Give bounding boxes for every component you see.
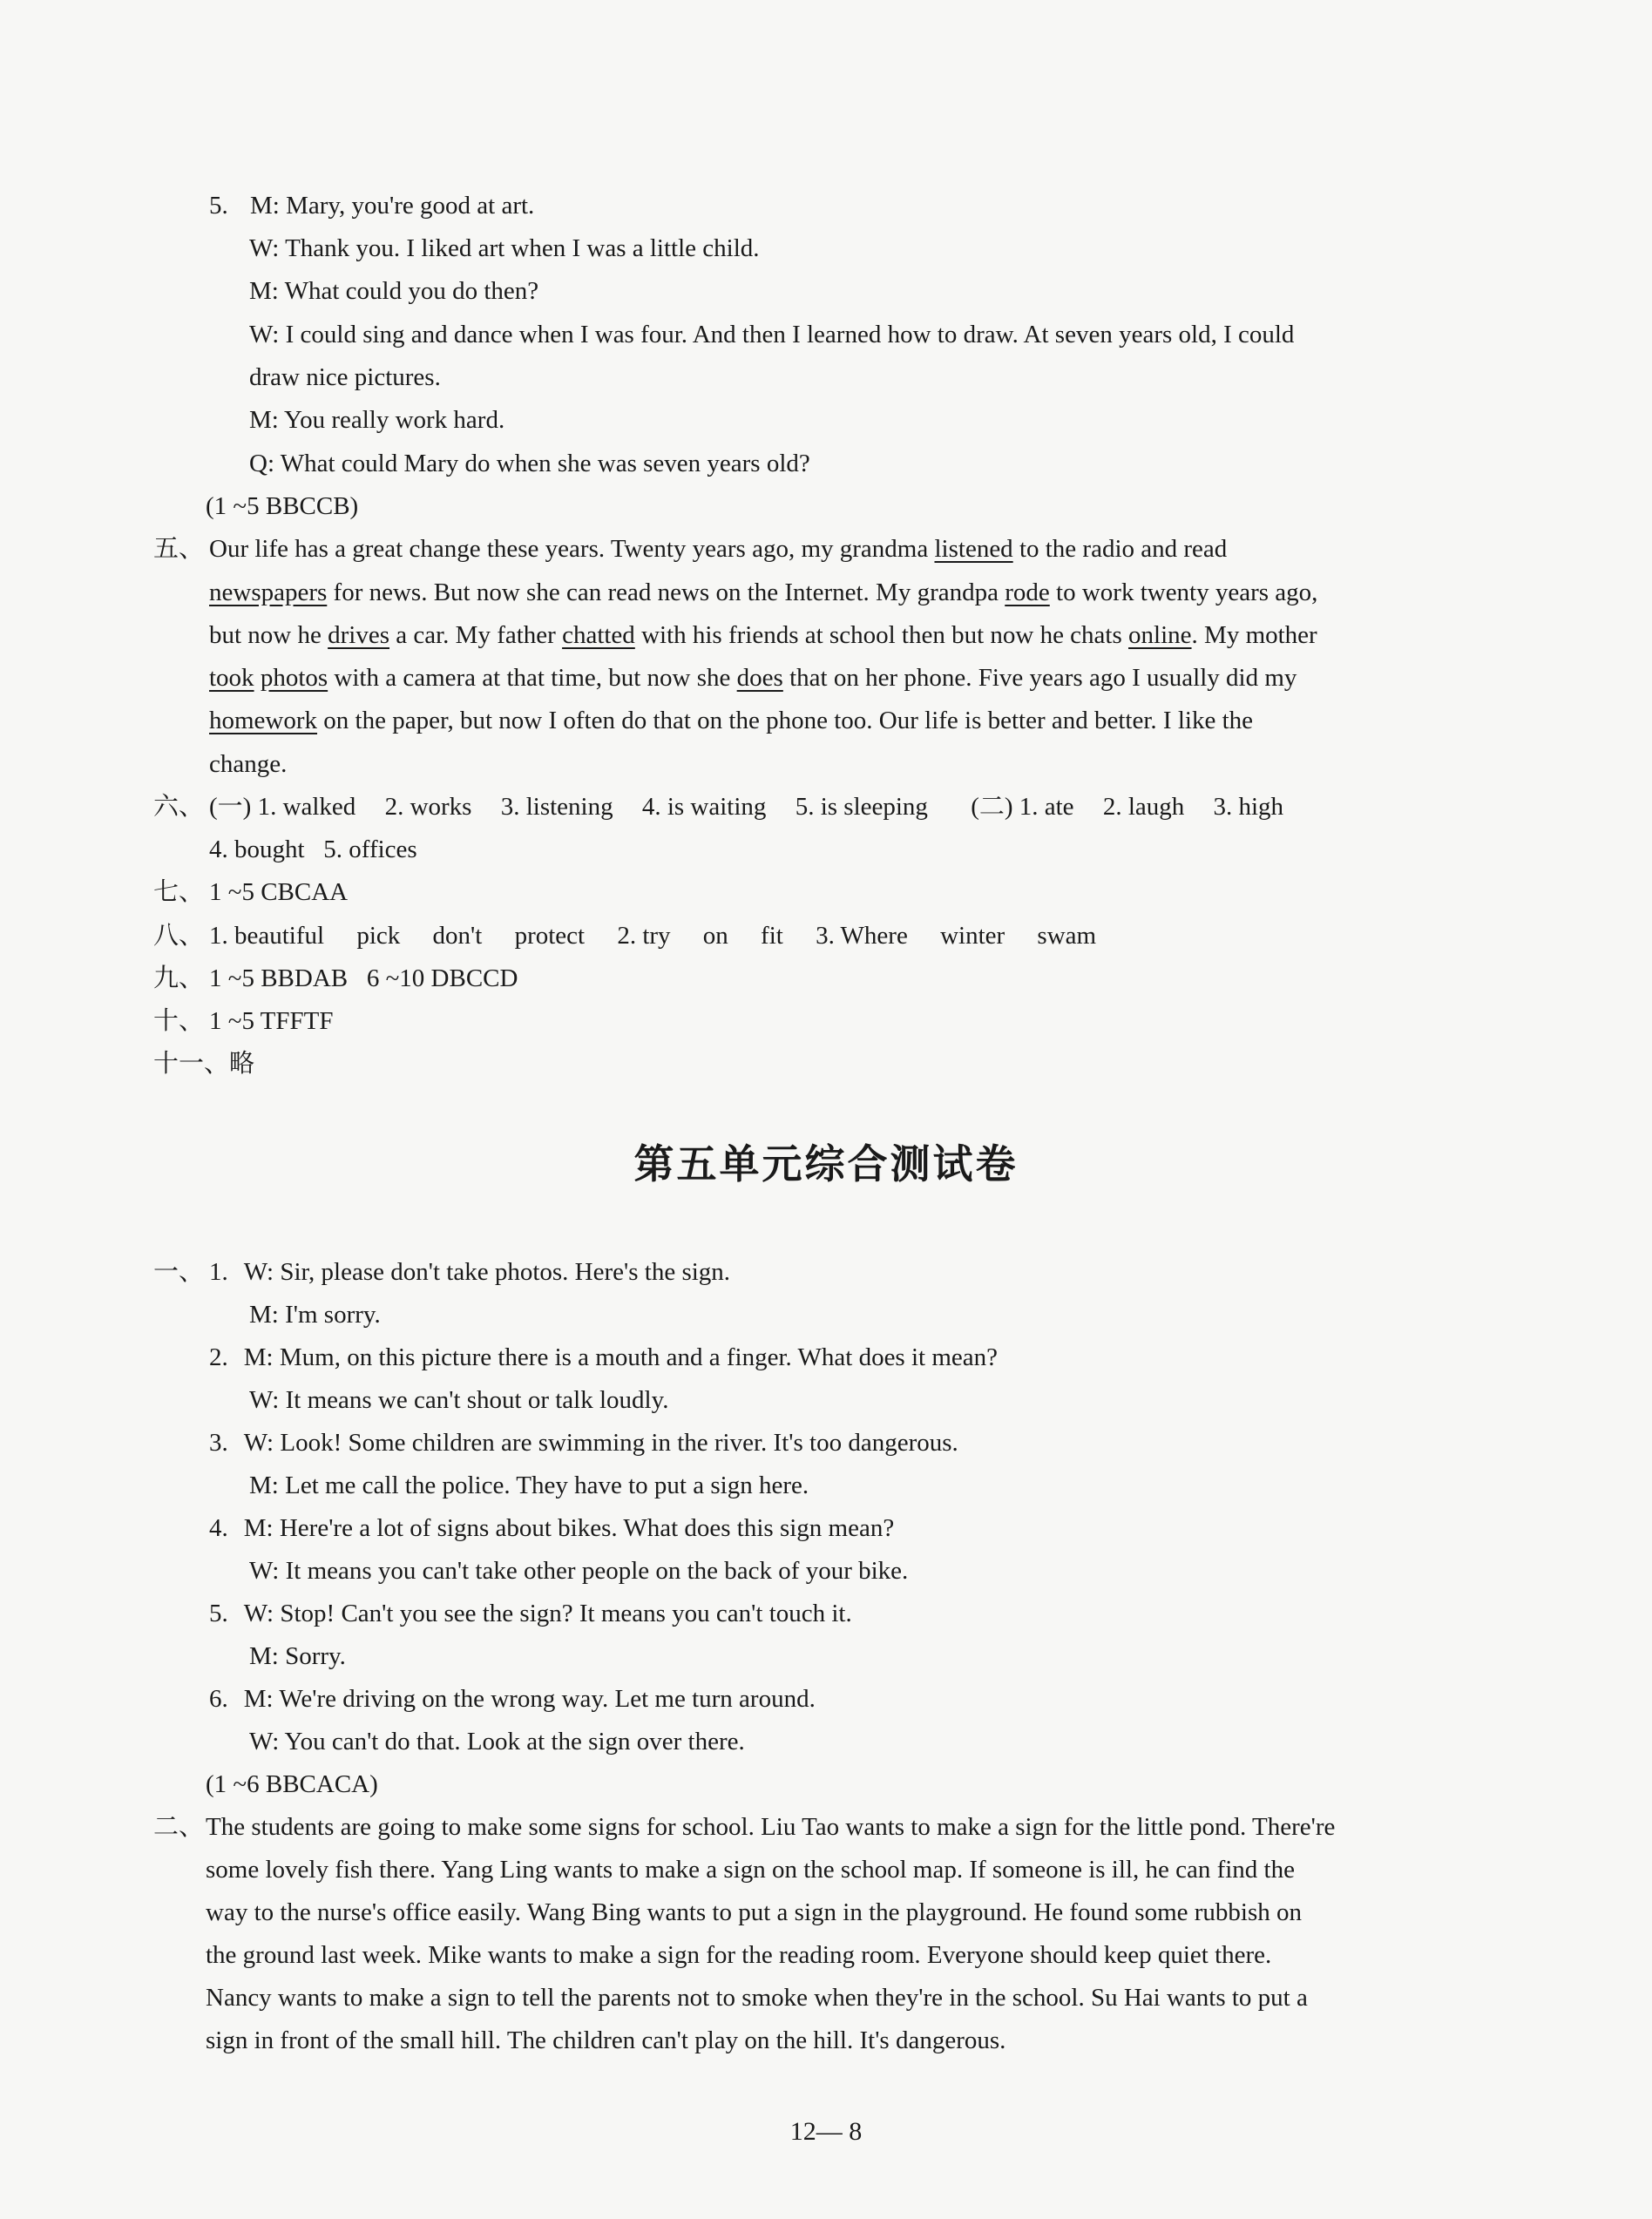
section-7-label: 七、	[153, 878, 205, 906]
dialogue-5-line-1: 5. M: Mary, you're good at art.	[209, 192, 535, 220]
unit-test-title: 第五单元综合测试卷	[633, 1140, 1019, 1187]
section-5-para-line-1: Our life has a great change these years. Twenty years ago, my grandma listened to the radio and read	[209, 535, 1228, 563]
part-2-line-6: sign in front of the small hill. The children can't play on the hill. It's dangerous.	[206, 2026, 1006, 2054]
section-10-answers: 1 ~5 TFFTF	[209, 1007, 334, 1035]
section-5-para-line-2: newspapers for news. But now she can read news on the Internet. My grandpa rode to work twenty years ago,	[209, 578, 1318, 606]
section-8-answers: 1. beautiful pick don't protect 2. try on fit 3. Where winter swam	[209, 922, 1097, 950]
part-1-dialogue-5-b: M: Sorry.	[249, 1642, 346, 1670]
part-1-dialogue-1-b: M: I'm sorry.	[249, 1301, 381, 1329]
dialogue-5-line-4b: draw nice pictures.	[249, 363, 441, 391]
section-4-answers: (1 ~5 BBCCB)	[206, 492, 359, 520]
section-5-para-line-4: took photos with a camera at that time, but now she does that on her phone. Five years ago I usually did my	[209, 664, 1297, 692]
section-6-label: 六、	[153, 793, 205, 821]
part-1-dialogue-4-b: W: It means you can't take other people on the back of your bike.	[249, 1557, 909, 1585]
dialogue-5-line-4: W: I could sing and dance when I was four. And then I learned how to draw. At seven years old, I could	[249, 321, 1295, 348]
part-1-dialogue-3-a: 3. W: Look! Some children are swimming in the river. It's too dangerous.	[209, 1429, 958, 1457]
dialogue-5-line-3: M: What could you do then?	[249, 277, 539, 305]
part-2-label: 二、	[153, 1813, 205, 1841]
section-5-para-line-6: change.	[209, 750, 288, 778]
section-5-label: 五、	[153, 535, 205, 563]
part-2-line-1: The students are going to make some signs for school. Liu Tao wants to make a sign for the little pond. There're	[206, 1813, 1336, 1841]
section-5-para-line-3: but now he drives a car. My father chatted with his friends at school then but now he chats online. My mother	[209, 621, 1317, 649]
part-2-line-2: some lovely fish there. Yang Ling wants to make a sign on the school map. If someone is ill, he can find the	[206, 1856, 1295, 1884]
section-10-label: 十、	[153, 1007, 205, 1035]
part-2-line-4: the ground last week. Mike wants to make a sign for the reading room. Everyone should keep quiet there.	[206, 1941, 1272, 1969]
part-2-line-3: way to the nurse's office easily. Wang Bing wants to put a sign in the playground. He found some rubbish on	[206, 1898, 1303, 1926]
part-1-dialogue-3-b: M: Let me call the police. They have to put a sign here.	[249, 1471, 809, 1499]
section-5-para-line-5: homework on the paper, but now I often do that on the phone too. Our life is better and better. I like the	[209, 707, 1253, 734]
part-1-dialogue-1-a: 1. W: Sir, please don't take photos. Here's the sign.	[209, 1258, 731, 1286]
section-9-answers: 1 ~5 BBDAB 6 ~10 DBCCD	[209, 964, 518, 992]
dialogue-5-line-6: Q: What could Mary do when she was seven years old?	[249, 450, 810, 477]
part-2-line-5: Nancy wants to make a sign to tell the parents not to smoke when they're in the school. Su Hai wants to put a	[206, 1984, 1308, 2012]
section-8-label: 八、	[153, 922, 205, 950]
section-6-line-2: 4. bought 5. offices	[209, 836, 417, 863]
dialogue-5-line-5: M: You really work hard.	[249, 406, 505, 434]
part-1-dialogue-2-a: 2. M: Mum, on this picture there is a mouth and a finger. What does it mean?	[209, 1343, 999, 1371]
part-1-answers: (1 ~6 BBCACA)	[206, 1770, 378, 1798]
dialogue-5-line-2: W: Thank you. I liked art when I was a little child.	[249, 234, 760, 262]
part-1-dialogue-4-a: 4. M: Here're a lot of signs about bikes. What does this sign mean?	[209, 1514, 895, 1542]
page-number: 12— 8	[789, 2117, 863, 2146]
section-6-line-1: (一) 1. walked 2. works 3. listening 4. is waiting 5. is sleeping (二) 1. ate 2. laugh 3. high	[209, 793, 1284, 821]
part-1-label: 一、	[153, 1258, 205, 1286]
section-7-answers: 1 ~5 CBCAA	[209, 878, 349, 906]
part-1-dialogue-2-b: W: It means we can't shout or talk loudly.	[249, 1386, 669, 1414]
part-1-dialogue-6-a: 6. M: We're driving on the wrong way. Let me turn around.	[209, 1685, 816, 1713]
section-9-label: 九、	[153, 964, 205, 992]
section-11-label: 十一、略	[153, 1050, 255, 1078]
part-1-dialogue-6-b: W: You can't do that. Look at the sign over there.	[249, 1728, 745, 1756]
part-1-dialogue-5-a: 5. W: Stop! Can't you see the sign? It means you can't touch it.	[209, 1600, 852, 1627]
